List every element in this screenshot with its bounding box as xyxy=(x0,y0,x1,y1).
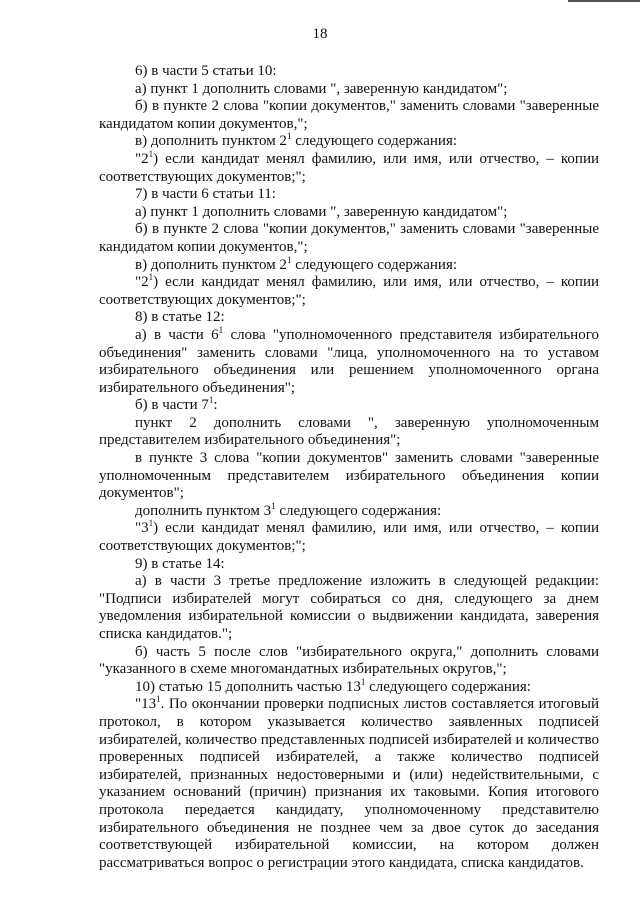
paragraph-text: "13 xyxy=(135,696,157,713)
page-number: 18 xyxy=(312,26,328,42)
paragraph xyxy=(99,324,599,397)
paragraph-text: "2 xyxy=(135,274,149,291)
paragraph-text: в) дополнить пунктом 2 xyxy=(135,256,287,273)
paragraph-text: ) если кандидат менял фамилию, или имя, или отчество, – копии соответствующих документов;"; xyxy=(99,274,599,308)
paragraph xyxy=(99,274,599,309)
paragraph: а) пункт 1 дополнить словами ", заверенную кандидатом"; xyxy=(135,80,508,97)
paragraph-text: ) если кандидат менял фамилию, или имя, или отчество, – копии соответствующих документов;"; xyxy=(99,520,599,555)
paragraph: 6) в части 5 статьи 10: xyxy=(135,63,277,79)
paragraph-text: б) в части 7 xyxy=(135,397,209,414)
paragraph: б) в пункте 2 слова "копии документов," заменить словами "заверенные кандидатом копии документов,"; xyxy=(99,221,599,255)
paragraph-text: дополнить пунктом 3 xyxy=(135,502,272,519)
paragraph-text: . По окончании проверки подписных листов составляется итоговый протокол, в котором указывается количество заявленных подписей избирателей, количество представленных подписей избирателей и количество проверенных подписей избирателей, а также количество подписей избирателей, признанных недостоверными и (или) недействительными, с указанием оснований (причин) признания их таковыми. Копия итогового протокола передается кандидату, уполномоченному представителю избирательного объединения не позднее чем за двое суток до заседания соответствующей избирательной комиссии, на котором должен рассматриваться вопрос о регистрации этого кандидата, списка кандидатов. xyxy=(99,696,599,871)
paragraph xyxy=(99,254,599,275)
paragraph: 7) в части 6 статьи 11: xyxy=(135,186,276,203)
paragraph-text: ) если кандидат менял фамилию, или имя, или отчество, – копии соответствующих документов;"; xyxy=(99,150,599,185)
paragraph xyxy=(99,133,599,151)
superscript-index: 1 xyxy=(148,272,154,283)
paragraph: б) часть 5 после слов "избирательного округа," дополнить словами "указанного в схеме многомандатных избирательных округов,"; xyxy=(99,643,599,678)
document-body xyxy=(99,63,599,872)
superscript-index: 1 xyxy=(286,131,292,142)
paragraph-text: следующего содержания: xyxy=(291,133,458,150)
paragraph: б) в пункте 2 слова "копии документов," заменить словами "заверенные кандидатом копии документов,"; xyxy=(99,98,599,132)
paragraph-text: следующего содержания: xyxy=(365,678,531,695)
paragraph-text: а) в части 6 xyxy=(135,326,219,343)
paragraph: 8) в статье 12: xyxy=(135,309,225,326)
superscript-index: 1 xyxy=(360,676,366,687)
paragraph xyxy=(99,148,599,186)
paragraph xyxy=(99,676,599,697)
paragraph-text: в) дополнить пунктом 2 xyxy=(135,133,287,150)
superscript-index: 1 xyxy=(218,324,224,335)
scan-edge-mark xyxy=(568,0,640,2)
paragraph xyxy=(99,500,599,521)
superscript-index: 1 xyxy=(148,148,154,159)
paragraph xyxy=(99,397,599,415)
paragraph: в пункте 3 слова "копии документов" заменить словами "заверенные уполномоченным представителем избирательного объединения копии документов"; xyxy=(99,450,599,502)
paragraph-text: 10) статью 15 дополнить частью 13 xyxy=(135,678,361,695)
superscript-index: 1 xyxy=(208,395,214,406)
paragraph xyxy=(99,520,599,555)
superscript-index: 1 xyxy=(271,500,276,511)
paragraph: 9) в статье 14: xyxy=(135,555,225,572)
paragraph-text: следующего содержания: xyxy=(291,256,458,273)
superscript-index: 1 xyxy=(148,518,154,529)
superscript-index: 1 xyxy=(156,694,161,705)
paragraph-text: : xyxy=(213,397,218,414)
paragraph xyxy=(99,696,599,872)
paragraph-text: слова "уполномоченного представителя избирательного объединения" заменить словами "лица, уполномоченного на то уставом избирательного объединения или решением уполномоченного органа избирательного объединения"; xyxy=(99,326,599,396)
paragraph: пункт 2 дополнить словами ", заверенную уполномоченным представителем избирательного объединения"; xyxy=(99,414,599,449)
superscript-index: 1 xyxy=(286,254,292,265)
paragraph-text: "2 xyxy=(135,150,149,167)
paragraph-text: "3 xyxy=(135,520,149,537)
paragraph: а) в части 3 третье предложение изложить в следующей редакции: "Подписи избирателей могут собираться со дня, следующего за днем уведомления избирательной комиссии о выдвижении кандидата, заверения списка кандидатов."; xyxy=(99,573,599,642)
paragraph-text: следующего содержания: xyxy=(275,502,442,519)
paragraph: а) пункт 1 дополнить словами ", заверенную кандидатом"; xyxy=(135,203,508,220)
